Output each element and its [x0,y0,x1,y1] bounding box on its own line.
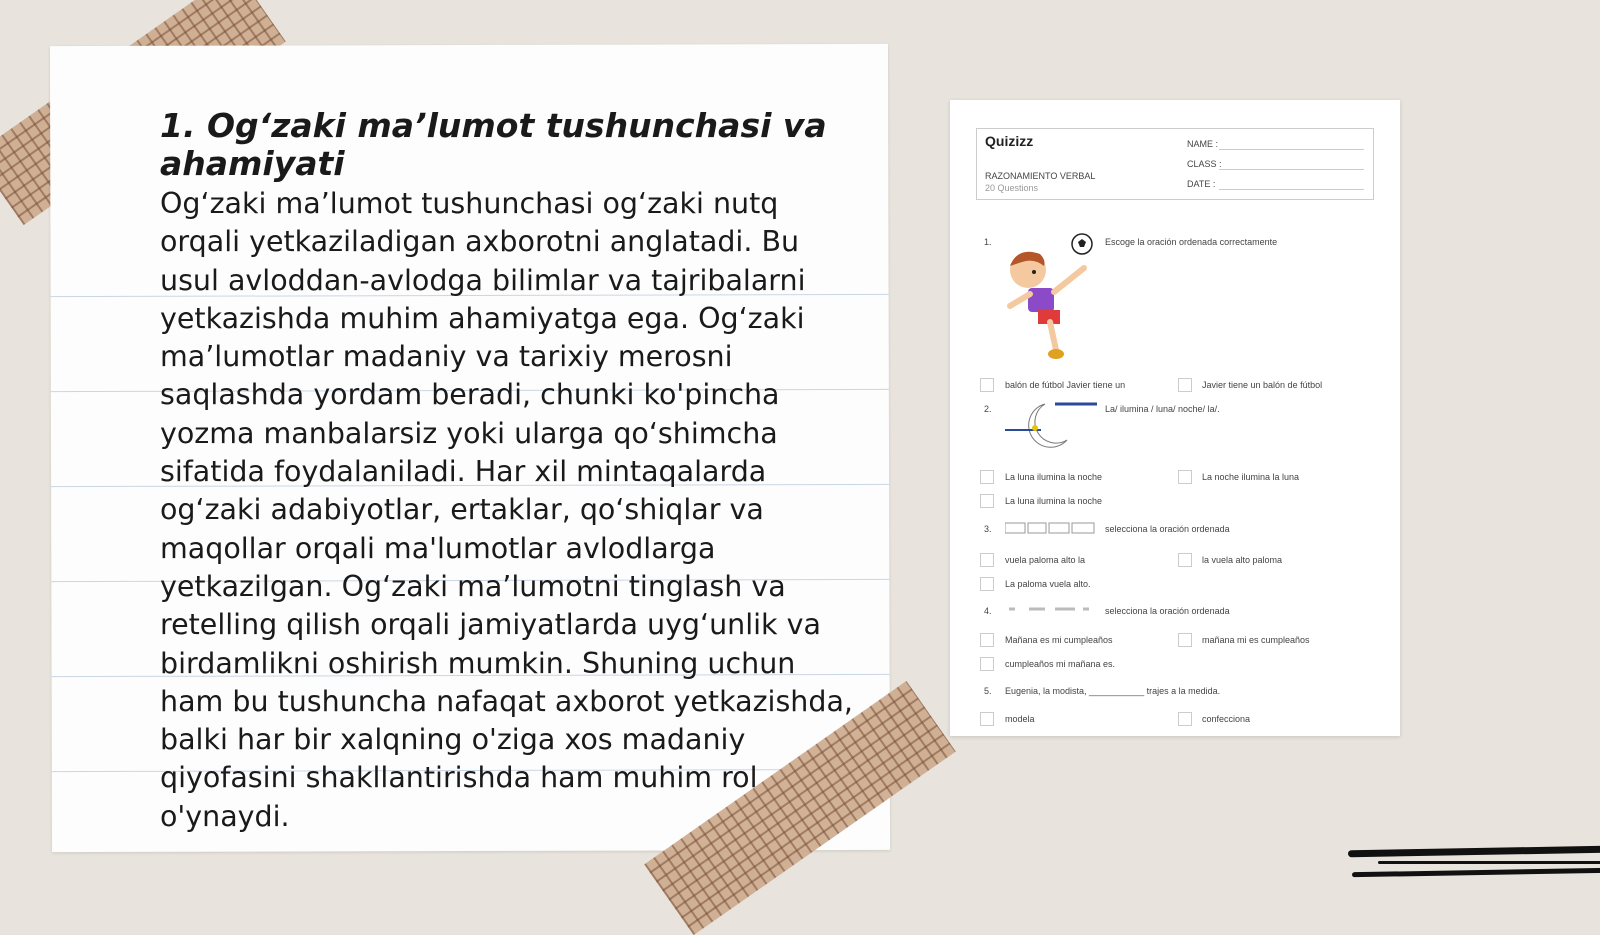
soccer-boy-illustration [998,232,1108,362]
option-text: vuela paloma alto la [1005,555,1086,565]
option-box [980,633,994,647]
option-box [980,470,994,484]
option-text: Javier tiene un balón de fútbol [1202,380,1323,390]
question-prompt: La/ ilumina / luna/ noche/ la/. [1105,404,1220,414]
option-box [980,657,994,671]
option-text: La luna ilumina la noche [1005,472,1103,482]
date-label: DATE : [1187,179,1216,189]
option-box [1178,553,1192,567]
date-line [1219,189,1364,190]
word-strips-image [1005,604,1095,614]
class-label: CLASS : [1187,159,1222,169]
question-prompt: Escoge la oración ordenada correctamente [1105,237,1278,247]
option-box [980,494,994,508]
option-text: La luna ilumina la noche [1005,496,1103,506]
word-cards-image [1005,522,1095,534]
option-text: cumpleaños mi mañana es. [1005,659,1116,669]
option-text: La paloma vuela alto. [1005,579,1091,589]
question-number: 1. [984,237,992,247]
option-text: la vuela alto paloma [1202,555,1283,565]
brush-stroke [1352,868,1600,877]
brush-stroke [1378,861,1600,864]
question-number: 5. [984,686,992,696]
option-text: mañana mi es cumpleaños [1202,635,1310,645]
slide-title: 1. Og‘zaki ma’lumot tushunchasi va ahamiyati [160,106,827,183]
question-number: 4. [984,606,992,616]
option-text: La noche ilumina la luna [1202,472,1300,482]
option-box [1178,378,1192,392]
brush-stroke [1348,846,1600,858]
class-line [1219,169,1364,170]
quizizz-logo: Quizizz [985,133,1034,149]
option-text: confecciona [1202,714,1251,724]
question-prompt: selecciona la oración ordenada [1105,524,1230,534]
option-text: balón de fútbol Javier tiene un [1005,380,1126,390]
option-box [980,378,994,392]
name-label: NAME : [1187,139,1219,149]
question-number: 2. [984,404,992,414]
option-box [980,577,994,591]
question-prompt: selecciona la oración ordenada [1105,606,1230,616]
moon-illustration [1005,400,1100,450]
question-prompt: Eugenia, la modista, ___________ trajes a la medida. [1005,686,1221,696]
name-line [1219,149,1364,150]
slide-body-text: Og‘zaki ma’lumot tushunchasi og‘zaki nutq orqali yetkaziladigan axborotni anglatadi. Bu usul avloddan-avlodga bilimlar va tajribalarni yetkazishda muhim ahamiyatga ega. Og‘zaki ma’lumotlar madaniy va tarixiy merosni saqlashda yordam beradi, chunki ko'pincha yozma manbalarsiz yoki ularga qo‘shimcha sifatida foydalaniladi. Har xil mintaqalarda og‘zaki adabiyotlar, ertaklar, qo‘shiqlar va maqollar orqali ma'lumotlar avlodlarga yetkazilgan. Og‘zaki ma’lumotni tinglash va retelling qilish orqali jamiyatlarda uyg‘unlik va birdamlikni oshirish mumkin. Shuning uchun ham bu tushuncha nafaqat axborot yetkazishda, balki har bir xalqning o'ziga xos madaniy qiyofasini shakllantirishda ham muhim rol o'ynaydi. [160,187,853,833]
option-text: modela [1005,714,1035,724]
option-box [980,712,994,726]
worksheet-image [950,100,1400,736]
worksheet-count: 20 Questions [985,183,1039,193]
option-box [1178,712,1192,726]
option-box [980,553,994,567]
option-box [1178,633,1192,647]
question-number: 3. [984,524,992,534]
worksheet-subject: RAZONAMIENTO VERBAL [985,171,1096,181]
worksheet-header [976,128,1374,200]
option-text: Mañana es mi cumpleaños [1005,635,1113,645]
option-box [1178,470,1192,484]
